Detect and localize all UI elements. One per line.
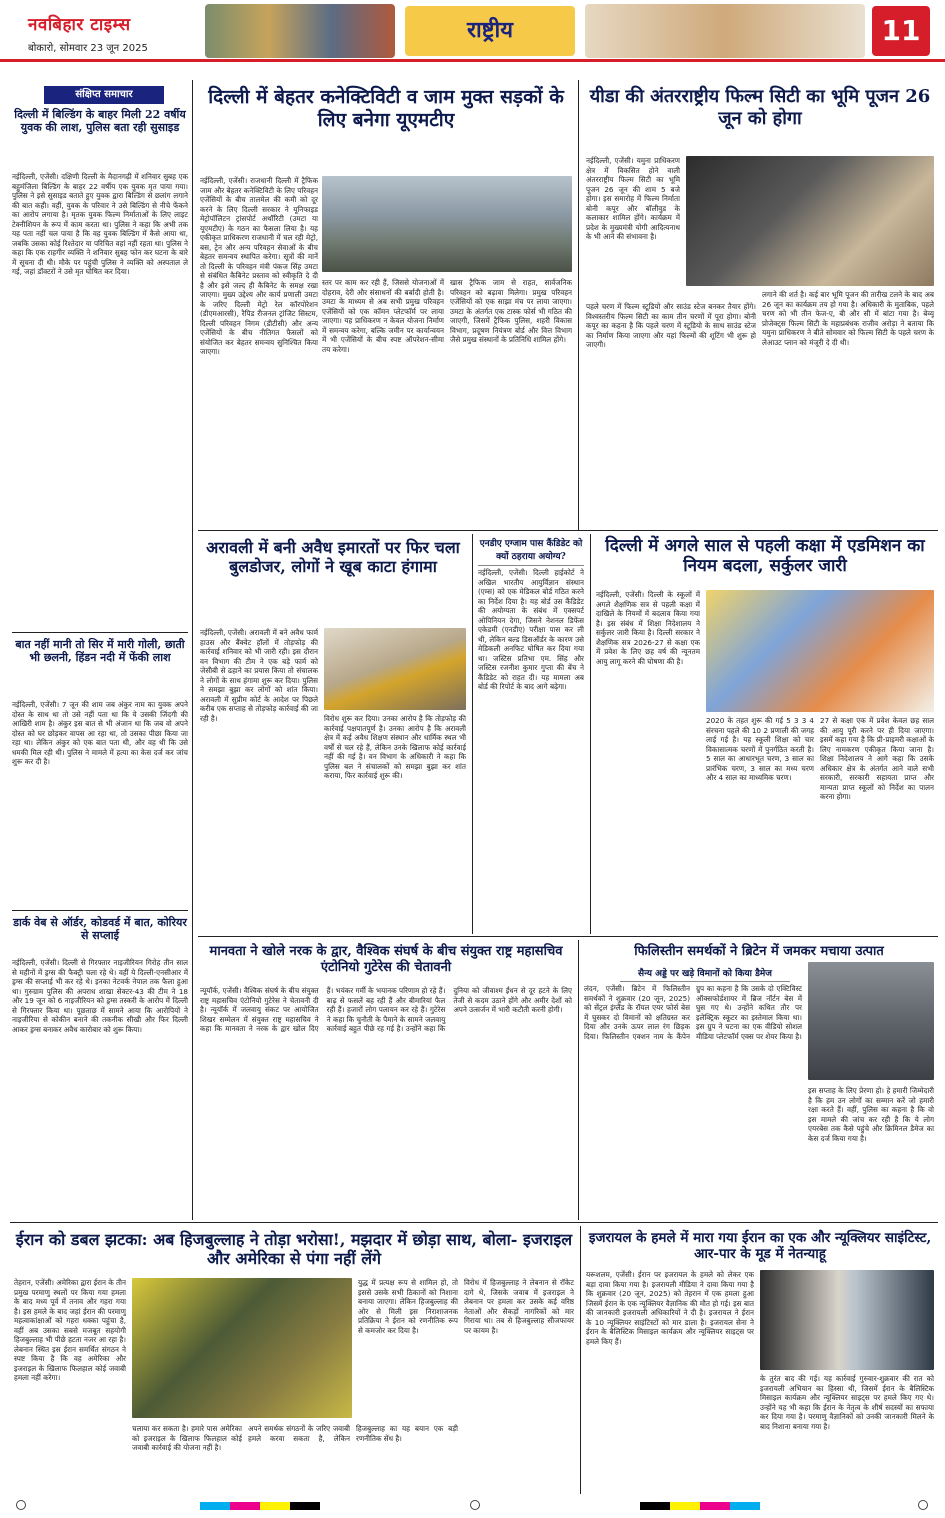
school-children-photo [706, 590, 934, 712]
colour-bar-yellow [260, 1502, 290, 1510]
body-admission-2: 2020 के तहत शुरू की गई 5 3 3 4 संरचना पहले की 10 2 प्रणाली की जगह लाई गई है। यह स्कूली शिक्षा को चार विकासात्मक चरणों में पुनर्गठित करती है। 5 साल का आधारभूत चरण, 3 साल का प्रारंभिक चरण, 3 साल का मध्य चरण और 4 साल का माध्यमिक चरण। [706, 716, 814, 782]
column-rule [580, 1226, 581, 1494]
body-israel-1: यरूशलम, एजेंसी। ईरान पर इजरायल के हमले को लेकर एक बड़ा दावा किया गया है। इजरायली मीडिया ने दावा किया गया है कि शुक्रवार (20 जून, 2025) को तेहरान में एक हमला हुआ जिसमें ईरान के एक न्यूक्लियर वैज्ञानिक की मौत हो गई। इस बात की जानकारी इजरायली अधिकारियों ने दी है। इजरायल ने ईरान के 10 न्यूक्लियर साइंटिस्टों को मार डाला है। इजरायल सेना ने ईरान के बैलिस्टिक मिसाइल कार्यक्रम और न्यूक्लियर साइट्स पर हमले किए हैं। [586, 1270, 754, 1346]
column-rule [590, 534, 591, 934]
colour-bar-yellow [670, 1502, 700, 1510]
body-aravali-1: नईदिल्ली, एजेंसी। अरावली में बने अवैध फार्म हाउस और बैंक्वेट हॉलों में तोड़फोड़ की कार्रवाई शनिवार को भी जारी रही। इस दौरान वन विभाग की टीम ने एक बड़े फार्म को जेसीबी से ढहाने का प्रयास किया तो संचालक ने लोगों के साथ हंगामा शुरू कर दिया। पुलिस ने समझा बुझा कर लोगों को शांत किया। अरावली में सुप्रीम कोर्ट के आदेश पर पिछले करीब एक सप्ताह से तोड़फोड़ कार्रवाई की जा रही है। [200, 628, 318, 723]
page-number: 11 [872, 6, 930, 56]
colour-bar-magenta [230, 1502, 260, 1510]
colour-bar-cyan [730, 1502, 760, 1510]
registration-mark [16, 1500, 26, 1510]
headline-film-city: यीडा की अंतरराष्ट्रीय फिल्म सिटी का भूमि पूजन 26 जून को होगा [589, 86, 931, 129]
registration-mark [918, 1500, 928, 1510]
paper-logo: नवबिहार टाइम्स [28, 15, 131, 35]
column-rule [192, 80, 193, 1220]
sidebar-headline-3: डार्क वेब से ऑर्डर, कोडवर्ड में बात, कोरियर से सप्लाई [13, 916, 187, 943]
traffic-photo [322, 176, 572, 272]
divider [12, 910, 188, 911]
kicker-palestine: सैन्य अड्डे पर खड़े विमानों को किया डैमेज [620, 966, 790, 982]
masthead-art-image [585, 4, 865, 58]
sidebar-body-1: नईदिल्ली, एजेंसी। दक्षिणी दिल्ली के मैदानगढ़ी में शनिवार सुबह एक बहुमंजिला बिल्डिंग के बाहर 22 वर्षीय एक युवक मृत पाया गया। पुलिस ने इसे सुसाइड बताते हुए युवक द्वारा बिल्डिंग से छलांग लगाने की बात कही। वहीं, युवक के परिवार ने उसे बिल्डिंग से नीचे फेंकने का आरोप लगाया है। मृतक युवक फिल्म निर्माताओं के लिए लाइट टेक्नीशियन के रूप में काम करता था। पुलिस ने कहा कि अभी तक यह पता नहीं चल पाया है कि वह युवक बिल्डिंग में कैसे आया था, जबकि उसका कोई रिश्तेदार या परिचित वहां नहीं रहता था। पुलिस ने कहा कि एक राहगीर व्यक्ति ने शनिवार सुबह फोन कर घटना के बारे में सूचना दी थी। मौके पर पहुंची पुलिस ने व्यक्ति को अस्पताल ले गई, जहां डॉक्टरों ने उसे मृत घोषित कर दिया। [12, 172, 188, 276]
body-un: न्यूयॉर्क, एजेंसी। वैश्विक संघर्ष के बीच संयुक्त राष्ट्र महासचिव एंटोनियो गुटेरेस ने चेतावनी दी है। न्यूयॉर्क में जलवायु संकट पर आयोजित शिखर सम्मेलन में संयुक्त राष्ट्र महासचिव ने कहा कि मानवता ने नरक के द्वार खोल दिए हैं। भयंकर गर्मी के भयानक परिणाम हो रहे हैं। बाढ़ से फसलें बह रही हैं और बीमारियां फैल रही हैं। हजारों लोग पलायन कर रहे हैं। गुटेरेस ने कहा कि चुनौती के पैमाने के सामने जलवायु कार्रवाई बहुत पीछे रह गई है। उन्होंने कहा कि दुनिया को जीवाश्म ईंधन से दूर हटने के लिए तेजी से कदम उठाने होंगे और अमीर देशों को अपने उत्सर्जन में भारी कटौती करनी होगी। [200, 986, 572, 1033]
headline-palestine: फिलिस्तीन समर्थकों ने ब्रिटेन में जमकर मचाया उत्पात [634, 944, 884, 959]
kicker-nda: एनडीए एग्जाम पास कैंडिडेट को क्यों ठहराया अयोग्य? [478, 536, 584, 566]
divider [12, 632, 188, 633]
film-camera-photo [686, 156, 934, 286]
colour-bar-black [290, 1502, 320, 1510]
aircraft-photo [808, 962, 934, 1080]
divider [198, 936, 938, 937]
body-iran-1: तेहरान, एजेंसी। अमेरिका द्वारा ईरान के तीन प्रमुख परमाणु स्थलों पर किया गया हमला के बाद मध्य पूर्व में तनाव और गहरा गया है। इस हमले के बाद जहां ईरान की परमाणु महत्वाकांक्षाओं को गहरा धक्का पहुंचा है, वहीं अब उसका सबसे मजबूत सहयोगी हिजबुल्लाह भी पीछे हटता नजर आ रहा है। लेबनान स्थित इस ईरान समर्थित संगठन ने स्पष्ट किया है कि वह अमेरिका और इजराइल के खिलाफ फिलहाल कोई जवाबी हमला नहीं करेगा। [14, 1278, 126, 1382]
masthead-collage-image [205, 4, 395, 58]
headline-delhi: दिल्ली में बेहतर कनेक्टिविटी व जाम मुक्त सड़कों के लिए बनेगा यूएमटीए [208, 86, 564, 131]
body-admission-3: 27 से कक्षा एक में प्रवेश केवल छह साल की आयु पूरी करने पर ही दिया जाएगा। इसमें कहा गया है कि प्री-प्राइमरी कक्षाओं के लिए नामकरण एकीकृत किया जाना है। शिक्षा निदेशालय ने आगे कहा कि उसके अधिकार क्षेत्र के अंतर्गत आने वाले सभी सरकारी, सरकारी सहायता प्राप्त और मान्यता प्राप्त स्कूलों को निर्देश का पालन करना होगा। [820, 716, 934, 801]
hezbollah-photo [132, 1278, 352, 1418]
body-delhi-2: स्तर पर काम कर रही हैं, जिससे योजनाओं में दोहराव, देरी और संसाधनों की बर्बादी होती है। उमटा के माध्यम से अब सभी प्रमुख परिवहन एजेंसियों को एक कॉमन प्लेटफॉर्म पर लाया जाएगा। यह प्राधिकरण न केवल योजना निर्माण में समन्वय करेगा, बल्कि जमीन पर कार्यान्वयन में भी एजेंसियों के बीच स्पष्ट ऑपरेशन-सीमा तय करेगा। [322, 278, 444, 354]
body-nda: नईदिल्ली, एजेंसी। दिल्ली हाईकोर्ट ने अखिल भारतीय आयुर्विज्ञान संस्थान (एम्स) को एक मेडिकल बोर्ड गठित करने का निर्देश दिया है। यह बोर्ड उस कैंडिडेट की अयोग्यता के संबंध में एक्सपर्ट ओपिनियन देगा, जिसने नेशनल डिफेंस एकेडमी (एनडीए) परीक्षा पास कर ली थी, लेकिन बल्ड डिसऑर्डर के कारण उसे मेडिकली अनफिट घोषित कर दिया गया था। जस्टिस प्रतिभा एम. सिंह और जस्टिस रजनीश कुमार गुप्ता की बेंच ने कैंडिडेट को राहत दी। यह मामला अब बोर्ड की रिपोर्ट के बाद आगे बढ़ेगा। [478, 568, 584, 691]
colour-bar-magenta [700, 1502, 730, 1510]
sidebar-body-2: नईदिल्ली, एजेंसी। 7 जून की शाम जब अंकुर नाम का युवक अपने दोस्त के साथ था तो उसे नहीं पता था कि ये उसकी जिंदगी की आखिरी शाम है। अंकुर इस बात से भी अंजान था कि जब वो अपने दोस्त को घर छोड़कर वापस आ रहा था, तो उसका पीछा किया जा रहा था। लेकिन अंकुर को एक बात पता थी, और वह थी कि उसे धमकी मिल रही थी। पुलिस ने मामले में हत्या का केस दर्ज कर जांच शुरू कर दी है। [12, 700, 188, 766]
body-admission-1: नईदिल्ली, एजेंसी। दिल्ली के स्कूलों में अगले शैक्षणिक सत्र से पहली कक्षा में दाखिले के नियमों में बदलाव किया गया है। इस संबंध में शिक्षा निदेशालय ने सर्कुलर जारी किया है। दिल्ली सरकार ने शैक्षणिक सत्र 2026-27 से कक्षा एक में प्रवेश के लिए छह वर्ष की न्यूनतम आयु लागू करने की घोषणा की है। [596, 590, 700, 666]
column-rule [578, 940, 579, 1220]
headline-aravali: अरावली में बनी अवैध इमारतों पर फिर चला बुलडोजर, लोगों ने खूब काटा हंगामा [206, 538, 460, 577]
sidebar-headline-2: बात नहीं मानी तो सिर में मारी गोली, छाती भी छलनी, हिंडन नदी में फेंकी लाश [15, 638, 185, 665]
colour-bar-cyan [200, 1502, 230, 1510]
body-iran-5: अपने समर्थक संगठनों के जरिए जवाबी हमले करवा सकता है, लेकिन हिजबुल्लाह का यह बयान एक बड़ी रणनीतिक सेंध है। [248, 1424, 458, 1443]
body-iran-4: चलाया कर सकता है। हमारे पास अमेरिका को इजराइल के खिलाफ फिलहाल कोई जवाबी कार्रवाई की योजना नहीं है। [132, 1424, 242, 1452]
body-iran-2: युद्ध में प्रत्यक्ष रूप से शामिल हो, तो इससे उसके सभी ठिकानों को निशाना बनाया जाएगा। लेकिन हिजबुल्लाह की ओर से मिली इस निराशाजनक प्रतिक्रिया ने ईरान को रणनीतिक रूप से कमजोर कर दिया है। [358, 1278, 458, 1335]
leaders-photo [760, 1270, 934, 1370]
sidebar-tag: संक्षिप्त समाचार [44, 86, 164, 104]
body-palestine-1: लंदन, एजेंसी। ब्रिटेन में फिलिस्तीन समर्थकों ने शुक्रवार (20 जून, 2025) को सेंट्रल इंग्लैंड के रॉयल एयर फोर्स बेस में घुसकर दो विमानों को क्षतिग्रस्त कर दिया और उनके ऊपर लाल रंग छिड़क दिया। फिलिस्तीन एक्शन नाम के कैंपेन ग्रुप का कहना है कि उसके दो एक्टिविस्ट ऑक्सफोर्डशायर में ब्रिज नॉर्टन बेस में घुस गए थे। उन्होंने कथित तौर पर इलेक्ट्रिक स्कूटर का इस्तेमाल किया था। इस ग्रुप ने घटना का एक वीडियो सोशल मीडिया प्लेटफॉर्म एक्स पर शेयर किया है। [584, 984, 802, 1041]
body-delhi-3: खास ट्रैफिक जाम से राहत, सार्वजनिक परिवहन को बढ़ावा मिलेगा। प्रमुख परिवहन एजेंसियों को एक साझा मंच पर लाया जाएगा। उमटा के अंतर्गत एक टास्क फोर्स भी गठित की जाएगी, जिसमें ट्रैफिक पुलिस, शहरी विकास विभाग, प्रदूषण नियंत्रण बोर्ड और वित्त विभाग जैसे प्रमुख संस्थानों के प्रतिनिधि शामिल होंगे। [450, 278, 572, 344]
body-film-city-2: पहले चरण में फिल्म स्टूडियो और साउंड स्टेज बनकर तैयार होंगे। विश्वस्तरीय फिल्म सिटी का काम तीन चरणों में पूरा होगा। बोनी कपूर का कहना है कि पहले चरण में स्टूडियो के साथ साउंड स्टेज का निर्माण किया जाएगा और यहां फिल्मों की शूटिंग भी शुरू हो जाएगी। [586, 302, 756, 349]
body-aravali-2: विरोध शुरू कर दिया। उनका आरोप है कि तोड़फोड़ की कार्रवाई पक्षपातपूर्ण है। उनका आरोप है कि अरावली क्षेत्र में कई अवैध शिक्षण संस्थान और धार्मिक स्थल भी वर्षों से चल रहे हैं, लेकिन उनके खिलाफ कोई कार्रवाई नहीं की गई है। वन विभाग के अधिकारी ने कहा कि पुलिस बल ने संचालकों को समझा बुझा कर शांत कराया, फिर कार्रवाई शुरू की। [324, 714, 466, 780]
body-film-city-1: नईदिल्ली, एजेंसी। यमुना प्राधिकरण क्षेत्र में विकसित होने वाली अंतरराष्ट्रीय फिल्म सिटी का भूमि पूजन 26 जून की शाम 5 बजे होगा। इस समारोह में फिल्म निर्माता बोनी कपूर और बॉलीवुड के कलाकार शामिल होंगे। कार्यक्रम में प्रदेश के मुख्यमंत्री योगी आदित्यनाथ के भी आने की संभावना है। [586, 156, 680, 241]
body-delhi-1: नईदिल्ली, एजेंसी। राजधानी दिल्ली में ट्रैफिक जाम और बेहतर कनेक्टिविटी के लिए परिवहन एजेंसियों के बीच तालमेल की कमी को दूर करने के लिए दिल्ली सरकार ने यूनिफाइड मेट्रोपॉलिटन ट्रांसपोर्ट अथॉरिटी (उमटा या यूएमटीए) के गठन का फैसला लिया है। यह एकीकृत प्राधिकरण राजधानी में चल रही मेट्रो, बस, ट्रेन और अन्य परिवहन सेवाओं के बीच बेहतर समन्वय स्थापित करेगा। सूत्रों की मानें तो दिल्ली के परिवहन मंत्री पंकज सिंह उमटा से संबंधित कैबिनेट प्रस्ताव को स्वीकृति दे दी है और इसे जल्द ही कैबिनेट के समक्ष रखा जाएगा। मुख्य उद्देश्य और कार्य प्रणाली उमटा के जरिए दिल्ली मेट्रो रेल कॉरपोरेशन (डीएमआरसी), रैपिड रीजनल ट्रांजिट सिस्टम, दिल्ली परिवहन निगम (डीटीसी) और अन्य एजेंसियों के बीच नीतिगत फैसलों को संयोजित कर बेहतर समन्वय सुनिश्चित किया जाएगा। [200, 176, 318, 356]
column-rule [472, 534, 473, 934]
body-israel-2: के तुरंत बाद की गई। यह कार्रवाई गुरुवार-शुक्रवार की रात को इजरायली अभियान का हिस्सा थी, जिसमें ईरान के बैलिस्टिक मिसाइल कार्यक्रम और न्यूक्लियर साइट्स पर हमले किए गए थे। उन्होंने यह भी कहा कि ईरान के नेतृत्व के शीर्ष सदस्यों का सफाया कर दिया गया है। परमाणु वैज्ञानिकों को उनकी जानकारी मिलने के बाद निशाना बनाया गया है। [760, 1374, 934, 1431]
colour-bar-black [640, 1502, 670, 1510]
sidebar-body-3: नईदिल्ली, एजेंसी। दिल्ली से गिरफ्तार नाइजीरियन गिरोह तीन साल से महीनों में ड्रग्स की फैक्ट्री चला रहे थे। वहीं ये दिल्ली-एनसीआर में ड्रग्स की सप्लाई भी कर रहे थे। इनका नेटवर्क नेपाल तक फैला हुआ था। गुरुग्राम पुलिस की अपराध शाखा सेक्टर-43 की टीम ने 18 और 19 जून को 6 नाइजीरियन को ड्रग्स तस्करी के आरोप में दिल्ली से गिरफ्तार किया था। पूछताछ में सामने आया कि आरोपियों ने नाइजीरिया से कोकीन बनाने की तकनीक सीखी और फिर दिल्ली आकर ड्रग्स बनाकर अवैध कारोबार को शुरू किया। [12, 958, 188, 1034]
divider [198, 530, 938, 531]
headline-admission: दिल्ली में अगले साल से पहली कक्षा में एडमिशन का नियम बदला, सर्कुलर जारी [605, 536, 925, 577]
dateline: बोकारो, सोमवार 23 जून 2025 [28, 43, 148, 54]
body-iran-3: विरोध में हिजबुल्लाह ने लेबनान से रॉकेट दागे थे, जिसके जवाब में इजराइल ने लेबनान पर हमला कर उसके कई वरिष्ठ नेताओं और सैकड़ों नागरिकों को मार गिराया था। तब से हिजबुल्लाह सीजफायर पर कायम है। [464, 1278, 574, 1335]
registration-mark [470, 1500, 480, 1510]
headline-israel: इजरायल के हमले में मारा गया ईरान का एक और न्यूक्लियर साइंटिस्ट, आर-पार के मूड में नेतन्याहू [588, 1230, 932, 1263]
divider [10, 1222, 938, 1223]
column-rule [578, 80, 579, 530]
section-title: राष्ट्रीय [466, 17, 513, 43]
headline-un: मानवता ने खोले नरक के द्वार, वैश्विक संघर्ष के बीच संयुक्त राष्ट्र महासचिव एंटोनियो गुटेरेस की चेतावनी [209, 944, 563, 975]
bulldozer-photo [324, 628, 466, 710]
headline-iran: ईरान को डबल झटका: अब हिजबुल्लाह ने तोड़ा भरोसा!, मझदार में छोड़ा साथ, बोला- इजराइल और अमेरिका से पंगा नहीं लेंगे [15, 1230, 573, 1269]
body-palestine-2: इस सप्ताह के लिए प्रेरणा हो। हे हमारी जिम्मेदारी है कि हम उन लोगों का सम्मान करें जो हमारी रक्षा करते हैं। वहीं, पुलिस का कहना है कि वो इस मामले की जांच कर रही है कि ये लोग एयरबेस तक कैसे पहुंचे और क्रिमिनल डैमेज का केस दर्ज किया गया है। [808, 1086, 934, 1143]
sidebar-headline-1: दिल्ली में बिल्डिंग के बाहर मिली 22 वर्षीय युवक की लाश, पुलिस बता रही सुसाइड [14, 108, 186, 135]
body-film-city-3: लगाने की शर्त है। कई बार भूमि पूजन की तारीख टलने के बाद अब 26 जून का कार्यक्रम तय हो गया है। अधिकारी के मुताबिक, पहले चरण को भी तीन फेज-ए, बी और सी में बांटा गया है। बेव्यू प्रोजेक्ट्स फिल्म सिटी के महाप्रबंधक राजीव अरोड़ा ने बताया कि यमुना प्राधिकरण ने बीते सोमवार को फिल्म सिटी के पहले चरण के लेआउट प्लान को मंजूरी दे दी थी। [762, 290, 934, 347]
